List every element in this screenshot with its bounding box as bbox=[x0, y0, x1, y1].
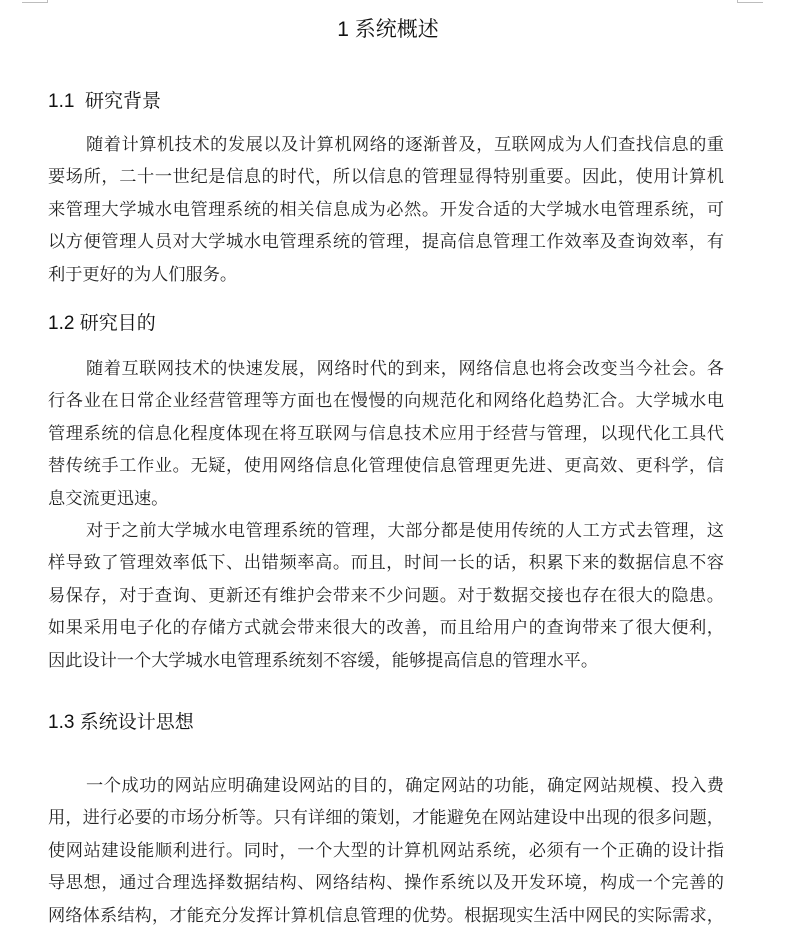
text-line: 易保存，对于查询、更新还有维护会带来不少问题。对于数据交接也存在很大的隐患。 bbox=[48, 585, 724, 606]
text-line: 行各业在日常企业经营管理等方面也在慢慢的向规范化和网络化趋势汇合。大学城水电 bbox=[48, 391, 724, 412]
section-heading-1-3: 1.3 系统设计思想 bbox=[48, 712, 194, 733]
text-line: 因此设计一个大学城水电管理系统刻不容缓，能够提高信息的管理水平。 bbox=[48, 650, 599, 671]
paragraph-purpose-2 bbox=[48, 515, 724, 677]
paragraph-design-idea bbox=[48, 770, 724, 932]
section-heading-1-1: 1.1 研究背景 bbox=[48, 91, 161, 112]
text-line: 要场所，二十一世纪是信息的时代，所以信息的管理显得特别重要。因此，使用计算机 bbox=[48, 167, 724, 188]
text-line: 管理系统的信息化程度体现在将互联网与信息技术应用于经营与管理，以现代化工具代 bbox=[48, 423, 724, 444]
text-line: 随着互联网技术的快速发展，网络时代的到来，网络信息也将会改变当今社会。各 bbox=[86, 359, 724, 379]
text-line: 息交流更迅速。 bbox=[48, 488, 169, 509]
text-line: 使网站建设能顺利进行。同时，一个大型的计算机网站系统，必须有一个正确的设计指 bbox=[48, 840, 724, 861]
paragraph-purpose-1 bbox=[48, 353, 724, 515]
section-heading-1-2: 1.2 研究目的 bbox=[48, 313, 156, 334]
text-line: 随着计算机技术的发展以及计算机网络的逐渐普及，互联网成为人们查找信息的重 bbox=[86, 135, 724, 155]
text-line: 对于之前大学城水电管理系统的管理，大部分都是使用传统的人工方式去管理，这 bbox=[86, 521, 724, 541]
text-line: 以方便管理人员对大学城水电管理系统的管理，提高信息管理工作效率及查询效率，有 bbox=[48, 232, 724, 253]
text-line: 导思想，通过合理选择数据结构、网络结构、操作系统以及开发环境，构成一个完善的 bbox=[48, 873, 724, 894]
text-line: 用，进行必要的市场分析等。只有详细的策划，才能避免在网站建设中出现的很多问题， bbox=[48, 808, 724, 829]
text-line: 替传统手工作业。无疑，使用网络信息化管理使信息管理更先进、更高效、更科学，信 bbox=[48, 456, 724, 477]
text-line: 样导致了管理效率低下、出错频率高。而且，时间一长的话，积累下来的数据信息不容 bbox=[48, 553, 724, 574]
text-line: 网络体系结构，才能充分发挥计算机信息管理的优势。根据现实生活中网民的实际需求， bbox=[48, 905, 724, 926]
text-line: 如果采用电子化的存储方式就会带来很大的改善，而且给用户的查询带来了很大便利， bbox=[48, 618, 724, 639]
text-line: 来管理大学城水电管理系统的相关信息成为必然。开发合适的大学城水电管理系统，可 bbox=[48, 199, 724, 220]
chapter-title: 1 系统概述 bbox=[337, 18, 439, 41]
paragraph-background bbox=[48, 129, 724, 291]
text-line: 一个成功的网站应明确建设网站的目的，确定网站的功能，确定网站规模、投入费 bbox=[86, 776, 724, 796]
page-corner-mark-right bbox=[737, 0, 763, 3]
text-line: 利于更好的为人们服务。 bbox=[48, 264, 238, 285]
page-corner-mark-left bbox=[22, 0, 48, 3]
